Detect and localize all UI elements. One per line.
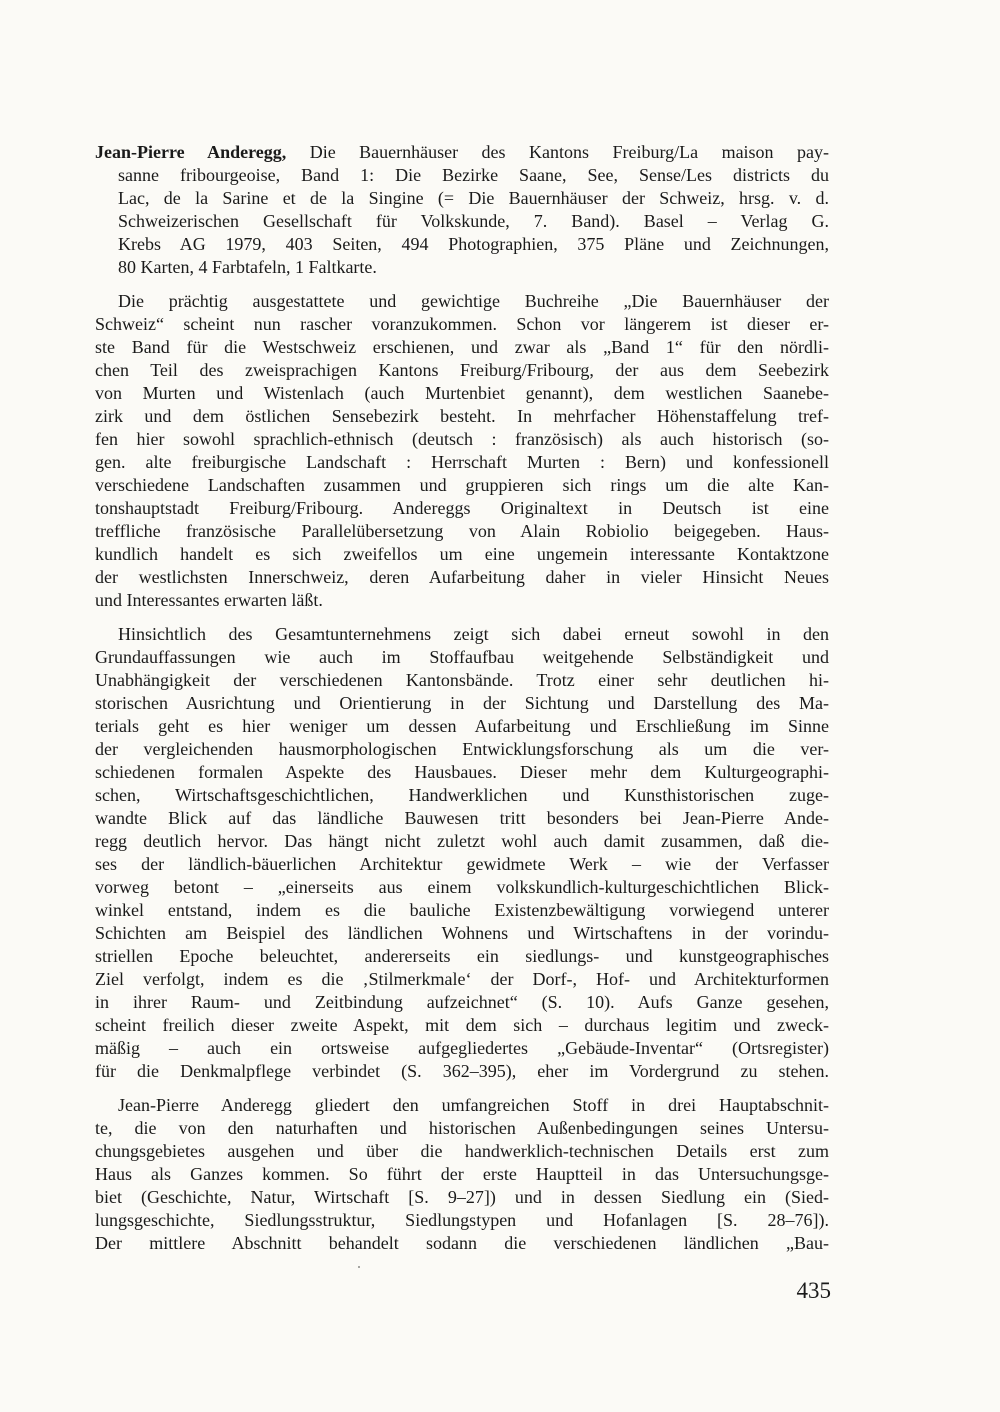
text-line: Jean-Pierre Anderegg gliedert den umfangreichen Stoff in drei Hauptabschnit- xyxy=(118,1095,829,1115)
text-line: winkel entstand, indem es die bauliche Existenzbewältigung vorwiegend unterer xyxy=(95,900,829,920)
text-line: Grundauffassungen wie auch im Stoffaufbau weitgehende Selbständigkeit und xyxy=(95,647,829,667)
citation xyxy=(95,141,829,279)
text-line: Schweiz“ scheint nun rascher voranzukommen. Schon vor längerem ist dieser er- xyxy=(95,314,829,334)
text-line: 80 Karten, 4 Farbtafeln, 1 Faltkarte. xyxy=(118,257,377,277)
text-line: Krebs AG 1979, 403 Seiten, 494 Photographien, 375 Pläne und Zeichnungen, xyxy=(118,234,829,254)
text-line: biet (Geschichte, Natur, Wirtschaft [S. 9–27]) und in dessen Siedlung ein (Sied- xyxy=(95,1187,829,1207)
paragraphs xyxy=(95,290,829,1255)
text-line: und Interessantes erwarten läßt. xyxy=(95,590,323,610)
citation-first-line: Jean-Pierre Anderegg, Die Bauernhäuser des Kantons Freiburg/La maison pay- xyxy=(95,142,829,162)
text-line: Hinsichtlich des Gesamtunternehmens zeigt sich dabei erneut sowohl in den xyxy=(118,624,829,644)
text-line: lungsgeschichte, Siedlungsstruktur, Siedlungstypen und Hofanlagen [S. 28–76]). xyxy=(95,1210,829,1230)
text-line: wandte Blick auf das ländliche Bauwesen tritt besonders bei Jean-Pierre Ande- xyxy=(95,808,829,828)
text-line: ste Band für die Westschweiz erschienen, und zwar als „Band 1“ für den nördli- xyxy=(95,337,829,357)
text-line: Schweizerischen Gesellschaft für Volkskunde, 7. Band). Basel – Verlag G. xyxy=(118,211,829,231)
text-line: Haus als Ganzes kommen. So führt der erste Hauptteil in das Untersuchungsge- xyxy=(95,1164,829,1184)
text-line: ses der ländlich-bäuerlichen Architektur gewidmete Werk – wie der Verfasser xyxy=(95,854,829,874)
text-line: für die Denkmalpflege verbindet (S. 362–395), eher im Vordergrund zu stehen. xyxy=(95,1061,829,1081)
text-line: verschiedene Landschaften zusammen und gruppieren sich rings um die alte Kan- xyxy=(95,475,829,495)
paragraph xyxy=(95,290,829,612)
text-line: von Murten und Wistenlach (auch Murtenbiet genannt), dem westlichen Saanebe- xyxy=(95,383,829,403)
text-line: terials geht es hier weniger um dessen Aufarbeitung und Erschließung im Sinne xyxy=(95,716,829,736)
text-line: kundlich handelt es sich zweifellos um eine ungemein interessante Kontaktzone xyxy=(95,544,829,564)
paragraph xyxy=(95,623,829,1083)
text-column xyxy=(95,141,829,1255)
text-line: Der mittlere Abschnitt behandelt sodann die verschiedenen ländlichen „Bau- xyxy=(95,1233,829,1253)
text-line: Unabhängigkeit der verschiedenen Kantonsbände. Trotz einer sehr deutlichen hi- xyxy=(95,670,829,690)
text-line: schen, Wirtschaftsgeschichtlichen, Handwerklichen und Kunsthistorischen zuge- xyxy=(95,785,829,805)
text-line: storischen Ausrichtung und Orientierung in der Sichtung und Darstellung des Ma- xyxy=(95,693,829,713)
text-line: der westlichsten Innerschweiz, deren Aufarbeitung daher in vieler Hinsicht Neues xyxy=(95,567,829,587)
text-line: sanne fribourgeoise, Band 1: Die Bezirke Saane, See, Sense/Les districts du xyxy=(118,165,829,185)
text-line: zirk und dem östlichen Sensebezirk besteht. In mehrfacher Höhenstaffelung tref- xyxy=(95,406,829,426)
text-line: Lac, de la Sarine et de la Singine (= Die Bauernhäuser der Schweiz, hrsg. v. d. xyxy=(118,188,829,208)
text-line: tonshauptstadt Freiburg/Fribourg. Andereggs Originaltext in Deutsch ist eine xyxy=(95,498,829,518)
text-line: te, die von den naturhaften und historischen Außenbedingungen seines Untersu- xyxy=(95,1118,829,1138)
text-line: mäßig – auch ein ortsweise aufgegliedertes „Gebäude-Inventar“ (Ortsregister) xyxy=(95,1038,829,1058)
text-line: gen. alte freiburgische Landschaft : Herrschaft Murten : Bern) und konfessionell xyxy=(95,452,829,472)
text-line: treffliche französische Parallelübersetzung von Alain Robiolio beigegeben. Haus- xyxy=(95,521,829,541)
text-line: Schichten am Beispiel des ländlichen Wohnens und Wirtschaftens in der vorindu- xyxy=(95,923,829,943)
text-line: fen hier sowohl sprachlich-ethnisch (deutsch : französisch) als auch historisch (so- xyxy=(95,429,829,449)
text-line: vorweg betont – „einerseits aus einem volkskundlich-kulturgeschichtlichen Blick- xyxy=(95,877,829,897)
text-line: striellen Epoche beleuchtet, andererseits ein siedlungs- und kunstgeographisches xyxy=(95,946,829,966)
text-line: der vergleichenden hausmorphologischen Entwicklungsforschung als um die ver- xyxy=(95,739,829,759)
scan-speck xyxy=(358,1266,360,1268)
page-number: 435 xyxy=(796,1278,831,1303)
text-line: in ihrer Raum- und Zeitbindung aufzeichnet“ (S. 10). Aufs Ganze gesehen, xyxy=(95,992,829,1012)
text-line: regg deutlich hervor. Das hängt nicht zuletzt wohl auch damit zusammen, daß die- xyxy=(95,831,829,851)
text-line: scheint freilich dieser zweite Aspekt, mit dem sich – durchaus legitim und zweck- xyxy=(95,1015,829,1035)
text-line: Die prächtig ausgestattete und gewichtige Buchreihe „Die Bauernhäuser der xyxy=(118,291,829,311)
paragraph xyxy=(95,1094,829,1255)
citation-author: Jean-Pierre Anderegg, xyxy=(95,142,287,162)
text-line: Ziel verfolgt, indem es die ‚Stilmerkmale‘ der Dorf-, Hof- und Architekturformen xyxy=(95,969,829,989)
text-line: chungsgebietes ausgehen und über die handwerklich-technischen Details erst zum xyxy=(95,1141,829,1161)
text-line: chen Teil des zweisprachigen Kantons Freiburg/Fribourg, der aus dem Seebezirk xyxy=(95,360,829,380)
text-line: schiedenen formalen Aspekte des Hausbaues. Dieser mehr dem Kulturgeographi- xyxy=(95,762,829,782)
